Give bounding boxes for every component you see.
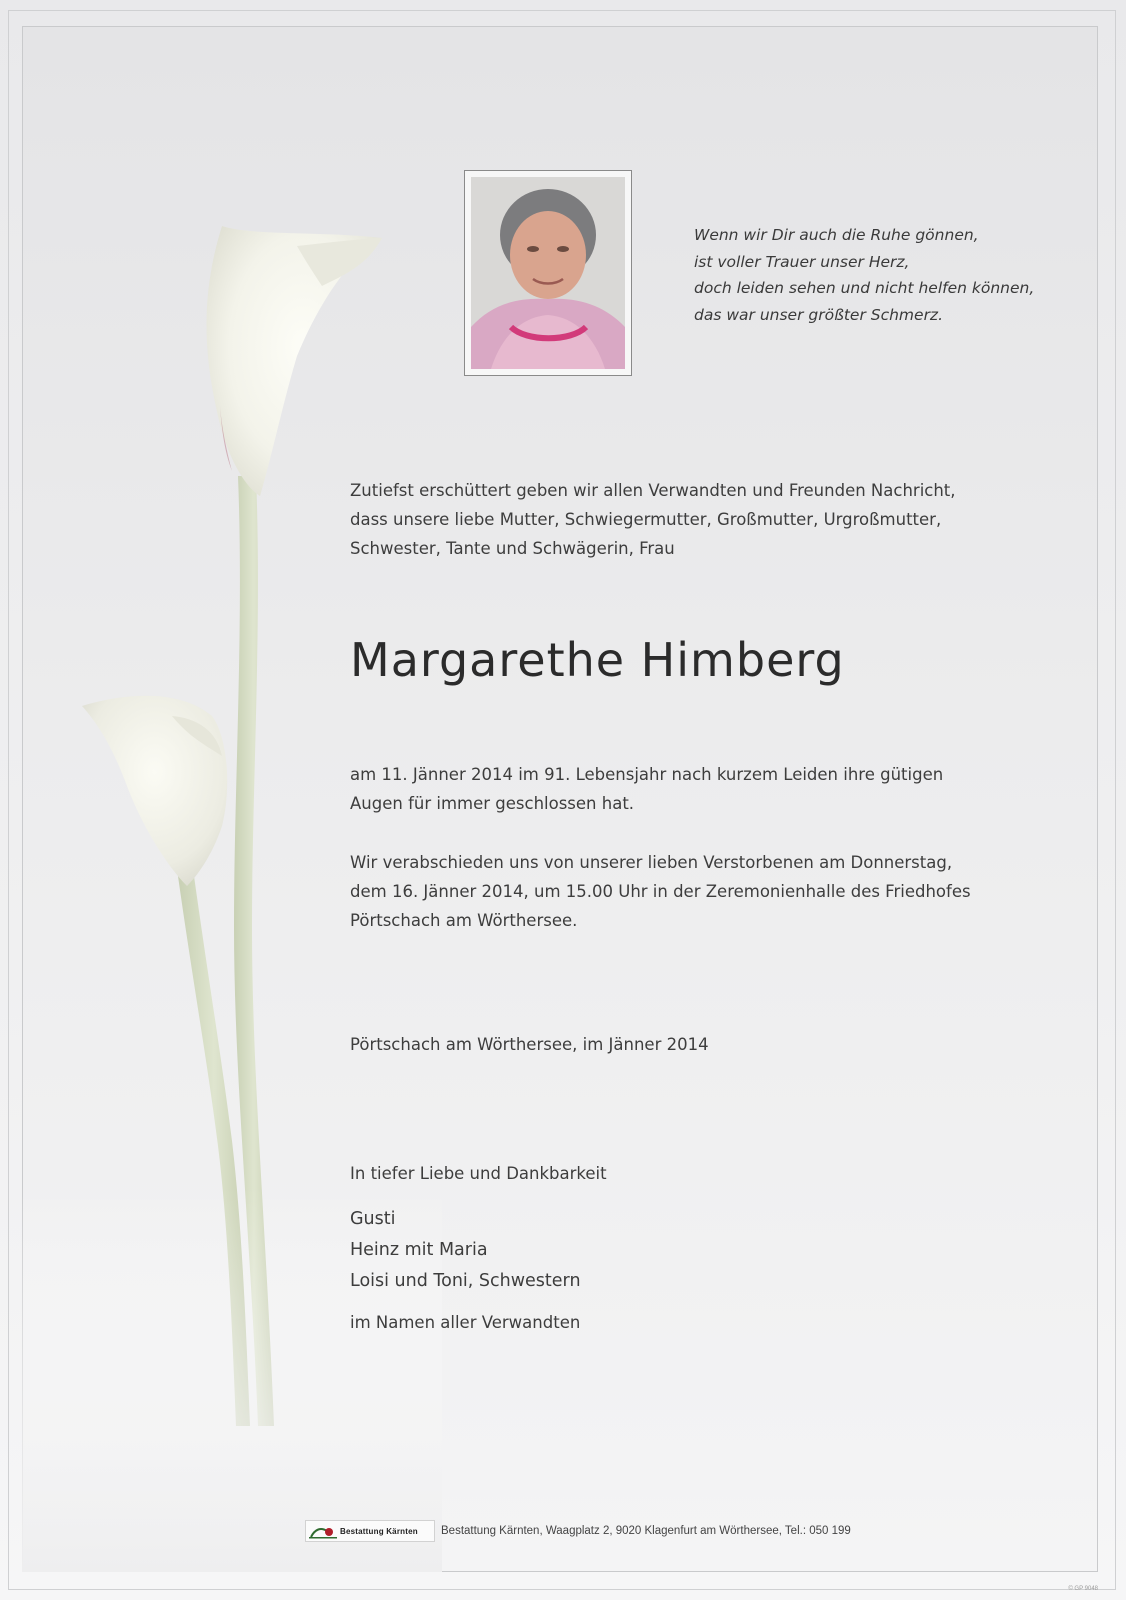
on-behalf-line <box>350 1308 1050 1337</box>
footer <box>305 1518 851 1544</box>
on-behalf-text: im Namen aller Verwandten <box>350 1313 581 1332</box>
death-notice-text <box>350 760 1050 818</box>
funeral-info-line: Pörtschach am Wörthersee. <box>350 911 578 930</box>
announcement-line: Schwester, Tante und Schwägerin, Frau <box>350 539 675 558</box>
closing-dedication <box>350 1159 1050 1188</box>
funeral-info-line: dem 16. Jänner 2014, um 15.00 Uhr in der Zeremonienhalle des Friedhofes <box>350 882 971 901</box>
poem-line: ist voller Trauer unser Herz, <box>694 252 910 271</box>
announcement-text <box>350 476 1050 563</box>
deceased-name: Margarethe Himberg <box>350 633 845 687</box>
mourner-name: Heinz mit Maria <box>350 1240 488 1260</box>
death-notice-line: Augen für immer geschlossen hat. <box>350 794 635 813</box>
place-and-date <box>350 1030 1050 1059</box>
funeral-home-logo-icon <box>309 1523 337 1539</box>
poem-line: doch leiden sehen und nicht helfen können, <box>694 279 1035 297</box>
funeral-home-logo <box>305 1520 435 1542</box>
mourner-list <box>350 1204 1050 1297</box>
memorial-poem <box>694 222 1084 328</box>
death-notice-line: am 11. Jänner 2014 im 91. Lebensjahr nach kurzem Leiden ihre gütigen <box>350 765 944 784</box>
funeral-info-line: Wir verabschieden uns von unserer lieben Verstorbenen am Donnerstag, <box>350 853 953 872</box>
mourner-name: Gusti <box>350 1209 396 1229</box>
place-date-line: Pörtschach am Wörthersee, im Jänner 2014 <box>350 1035 709 1054</box>
announcement-line: dass unsere liebe Mutter, Schwiegermutter, Großmutter, Urgroßmutter, <box>350 510 942 529</box>
dedication-line: In tiefer Liebe und Dankbarkeit <box>350 1164 607 1183</box>
print-code: © GP 9048 <box>1068 1586 1098 1592</box>
poem-line: das war unser größter Schmerz. <box>694 305 943 324</box>
funeral-home-logo-text: Bestattung Kärnten <box>340 1526 418 1536</box>
funeral-home-contact: Bestattung Kärnten, Waagplatz 2, 9020 Klagenfurt am Wörthersee, Tel.: 050 199 <box>441 1525 851 1537</box>
funeral-info-text <box>350 848 1050 935</box>
announcement-line: Zutiefst erschüttert geben wir allen Verwandten und Freunden Nachricht, <box>350 481 956 500</box>
mourner-name: Loisi und Toni, Schwestern <box>350 1271 581 1291</box>
portrait-frame <box>464 170 632 376</box>
portrait-photo <box>471 177 625 369</box>
poem-line: Wenn wir Dir auch die Ruhe gönnen, <box>694 226 979 244</box>
